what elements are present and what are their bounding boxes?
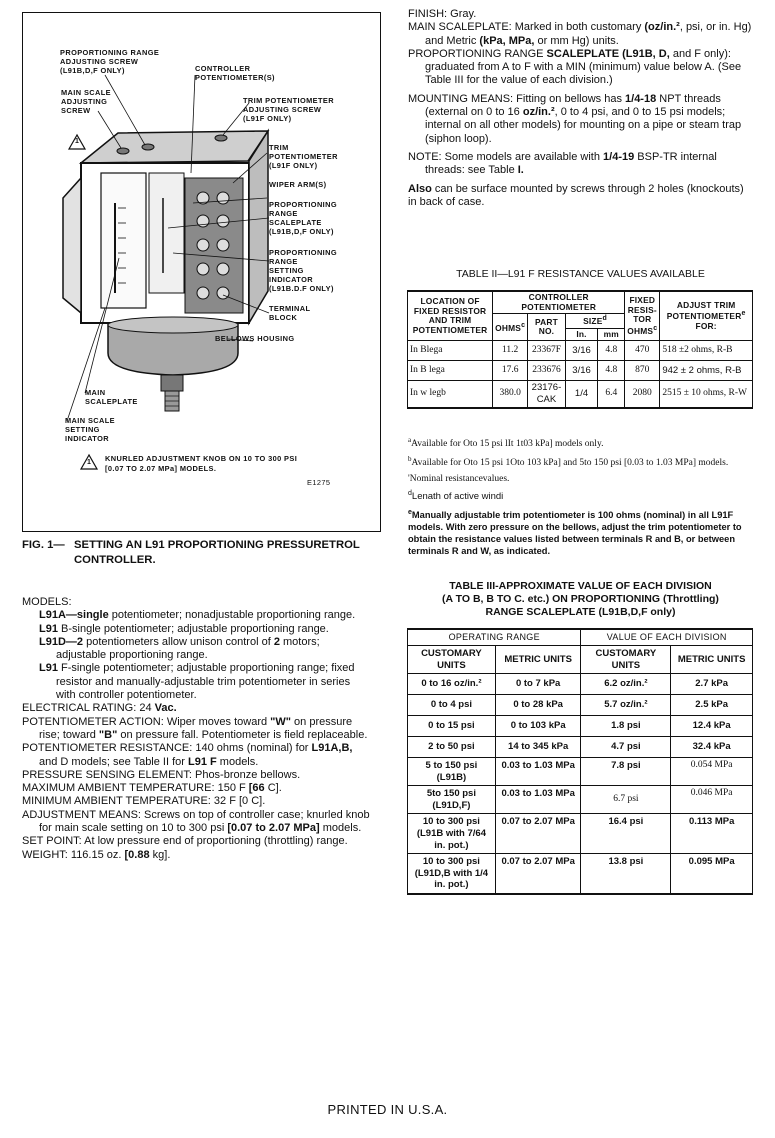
table-row: 0 to 4 psi 0 to 28 kPa 5.7 oz/in.² 2.5 kPa [408,695,753,716]
table-row: In w legb 380.0 23176-CAK 1/4 6.4 2080 2515 ± 10 ohms, R-W [408,381,753,408]
header-controller-pot: CONTROLLER POTENTIOMETER [493,291,625,314]
main-scaleplate-spec: MAIN SCALEPLATE: Marked in both customary (oz/in.², psi, or in. Hg) and Metric (kPa, MPa, or mm Hg) units. [408,21,752,47]
table2-footnotes [408,436,753,561]
warning-mark: 1 [75,138,80,145]
pressure-sensing: PRESSURE SENSING ELEMENT: Phos-bronze bellows. [22,768,301,781]
header-value-division: VALUE OF EACH DIVISION [581,629,753,645]
callout-terminal-block: TERMINAL BLOCK [269,304,311,322]
callout-prop-range-indicator: PROPORTIONING RANGE SETTING INDICATOR (L91B.D.F ONLY) [269,248,338,293]
adjustment-means: ADJUSTMENT MEANS: Screws on top of controller case; knurled knob for main scale setting on 10 to 300 psi [0.07 to 2.07 MPa] models. [22,808,370,835]
callout-controller-pot: CONTROLLER POTENTIOMETER(S) [195,64,275,82]
footnote-e: $^e$Manually adjustable trim potentiometer is 100 ohms (nominal) in all L91F models. With zero pressure on the bellows, adjust the trim potentiometer to obtain the resistance values listed between terminals R and B, or between terminals R and W, as indicated. [408,508,742,557]
table3-division-values [407,628,753,895]
table3-title: TABLE III-APPROXIMATE VALUE OF EACH DIVISION (A TO B, B TO C. etc.) ON PROPORTIONING (Throttling) RANGE SCALEPLATE (L91B,D,F only) [442,580,719,619]
figure-1-illustration [22,12,381,532]
table-row: In Blega 11.2 23367F 3/16 4.8 470 518 ±2 ohms, R-B [408,341,753,361]
footer-printed: PRINTED IN U.S.A. [327,1102,448,1117]
electrical-rating: ELECTRICAL RATING: 24 Vac. [22,702,177,715]
callout-prop-range-screw: PROPORTIONING RANGE ADJUSTING SCREW (L91B,D,F ONLY) [60,48,160,75]
trim-screw [215,135,227,141]
main-scale-screw [117,148,129,154]
footnote-c: 'Nominal resistancevalues. [408,474,510,484]
header-size-in: In. [565,328,598,341]
fitting-nut [161,375,183,391]
table-row: 10 to 300 psi (L91D,B with 1/4 in. pot.) 0.07 to 2.07 MPa 13.8 psi 0.095 MPa [408,854,753,894]
header-adjust-trim: ADJUST TRIM POTENTIOMETER$^e$ FOR: [660,291,753,341]
case-side [249,131,268,323]
table-row: 10 to 300 psi (L91B with 7/64 in. pot.) 0.07 to 2.07 MPa 16.4 psi 0.113 MPa [408,814,753,854]
header-customary-2: CUSTOMARY UNITS [581,645,671,673]
header-fixed-resistor: FIXED RESIS-TOR OHMS$^c$ [625,291,660,341]
callout-bellows-housing: BELLOWS HOUSING [215,334,295,343]
proportioning-plate [149,173,184,293]
specifications-left-column [22,596,370,862]
header-metric-2: METRIC UNITS [671,645,753,673]
footnote-a: $^a$Available for Oto 15 psi lIt 1t03 kPa] models only. [408,436,604,450]
warning-mark: 1 [87,459,92,466]
min-temperature: MINIMUM AMBIENT TEMPERATURE: 32 F [0 C]. [22,795,266,808]
case-top [81,131,268,163]
table-row: 5to 150 psi (L91D,F) 0.03 to 1.03 MPa 6.7 psi 0.046 MPa [408,786,753,814]
callout-knob-note-line2: [0.07 TO 2.07 MPa] MODELS. [105,464,217,473]
set-point: SET POINT: At low pressure end of proportioning (throttling) range. [22,835,348,848]
table-row: In B lega 17.6 233676 3/16 4.8 870 942 ± 2 ohms, R-B [408,361,753,381]
caption-line1: SETTING AN L91 PROPORTIONING PRESSURETROL [74,539,360,551]
header-ohms: OHMS$^c$ [493,314,528,341]
model-l91b: L91 B-single potentiometer; adjustable proportioning range. [39,622,329,635]
callout-main-scale-indicator: MAIN SCALE SETTING INDICATOR [65,416,115,443]
specifications-right-column [408,8,753,214]
potentiometer-resistance: POTENTIOMETER RESISTANCE: 140 ohms (nominal) for L91A,B, and D models; see Table II for L91 F models. [22,742,353,768]
caption-line2: CONTROLLER. [74,553,156,566]
header-operating-range: OPERATING RANGE [408,629,581,645]
surface-mount-note: Also can be surface mounted by screws through 2 holes (knockouts) in back of case. [408,182,744,208]
weight: WEIGHT: 116.15 oz. [0.88 kg]. [22,848,171,861]
header-part-no: PART NO. [528,314,566,341]
table-row: 2 to 50 psi 14 to 345 kPa 4.7 psi 32.4 kPa [408,737,753,758]
models-heading: MODELS: [22,596,72,608]
case-door [63,178,81,313]
model-l91f: L91 F-single potentiometer; adjustable proportioning range; fixed resistor and manually-adjustable trim potentiometer in series with controller potentiometer. [39,662,355,702]
mounting-means: MOUNTING MEANS: Fitting on bellows has 1/4-18 NPT threads (external on 0 to 16 oz/in.², 0 to 4 psi, and 0 to 15 psi models; internal on all other models) for mounting on a pipe or steam trap (siphon loop). [408,92,742,145]
header-location: LOCATION OF FIXED RESISTOR AND TRIM POTENTIOMETER [408,291,493,341]
max-temperature: MAXIMUM AMBIENT TEMPERATURE: 150 F [66 C]. [22,782,282,795]
callout-main-scaleplate: MAIN SCALEPLATE [85,388,138,406]
table-row: 5 to 150 psi (L91B) 0.03 to 1.03 MPa 7.8 psi 0.054 MPa [408,758,753,786]
proportioning-scaleplate-spec: PROPORTIONING RANGE SCALEPLATE (L91B, D, and F only): graduated from A to F with a MIN (minimum) value below A. (See Table III for the value of each division.) [408,47,742,87]
table-row: 0 to 16 oz/in.² 0 to 7 kPa 6.2 oz/in.² 2.7 kPa [408,674,753,695]
callout-prop-range-scaleplate: PROPORTIONING RANGE SCALEPLATE (L91B,D,F ONLY) [269,200,338,236]
callout-trim-pot-screw: TRIM POTENTIOMETER ADJUSTING SCREW (L91F ONLY) [243,96,334,123]
header-customary-1: CUSTOMARY UNITS [408,645,496,673]
callout-knob-note-line1: KNURLED ADJUSTMENT KNOB ON 10 TO 300 PSI [105,454,298,463]
potentiometer-block [185,178,243,313]
proportioning-screw [142,144,154,150]
table2-title: TABLE II—L91 F RESISTANCE VALUES AVAILABLE [456,268,705,280]
header-size-mm: mm [598,328,625,341]
figure-caption [22,538,382,567]
callout-trim-pot: TRIM POTENTIOMETER (L91F ONLY) [269,143,338,170]
model-l91a: L91A—single potentiometer; nonadjustable proportioning range. [39,609,356,622]
finish: FINISH: Gray. [408,8,477,20]
note-bsp-threads: NOTE: Some models are available with 1/4-19 BSP-TR internal threads: see Table I. [408,150,717,177]
header-size: SIZE$^d$ [565,314,625,328]
potentiometer-action: POTENTIOMETER ACTION: Wiper moves toward "W" on pressure rise; toward "B" on pressure fall. Potentiometer is field replaceable. [22,715,368,741]
table-row: 0 to 15 psi 0 to 103 kPa 1.8 psi 12.4 kPa [408,716,753,737]
header-metric-1: METRIC UNITS [495,645,581,673]
caption-number: FIG. 1— [22,539,65,551]
figure-code: E1275 [307,478,331,487]
callout-wiper-arms: WIPER ARM(S) [269,180,327,189]
footnote-d: $^d$Lenath of active windi [408,490,504,503]
model-l91d: L91D—2 potentiometers allow unison control of 2 motors; adjustable proportioning range. [39,635,320,662]
main-scaleplate [101,173,146,308]
table2-resistance-values [407,290,753,409]
footnote-b: $^b$Available for Oto 15 psi 1Oto 103 kPa] and 5to 150 psi [0.03 to 1.03 MPa] models. [408,454,729,468]
callout-main-scale-screw: MAIN SCALE ADJUSTING SCREW [61,88,111,115]
